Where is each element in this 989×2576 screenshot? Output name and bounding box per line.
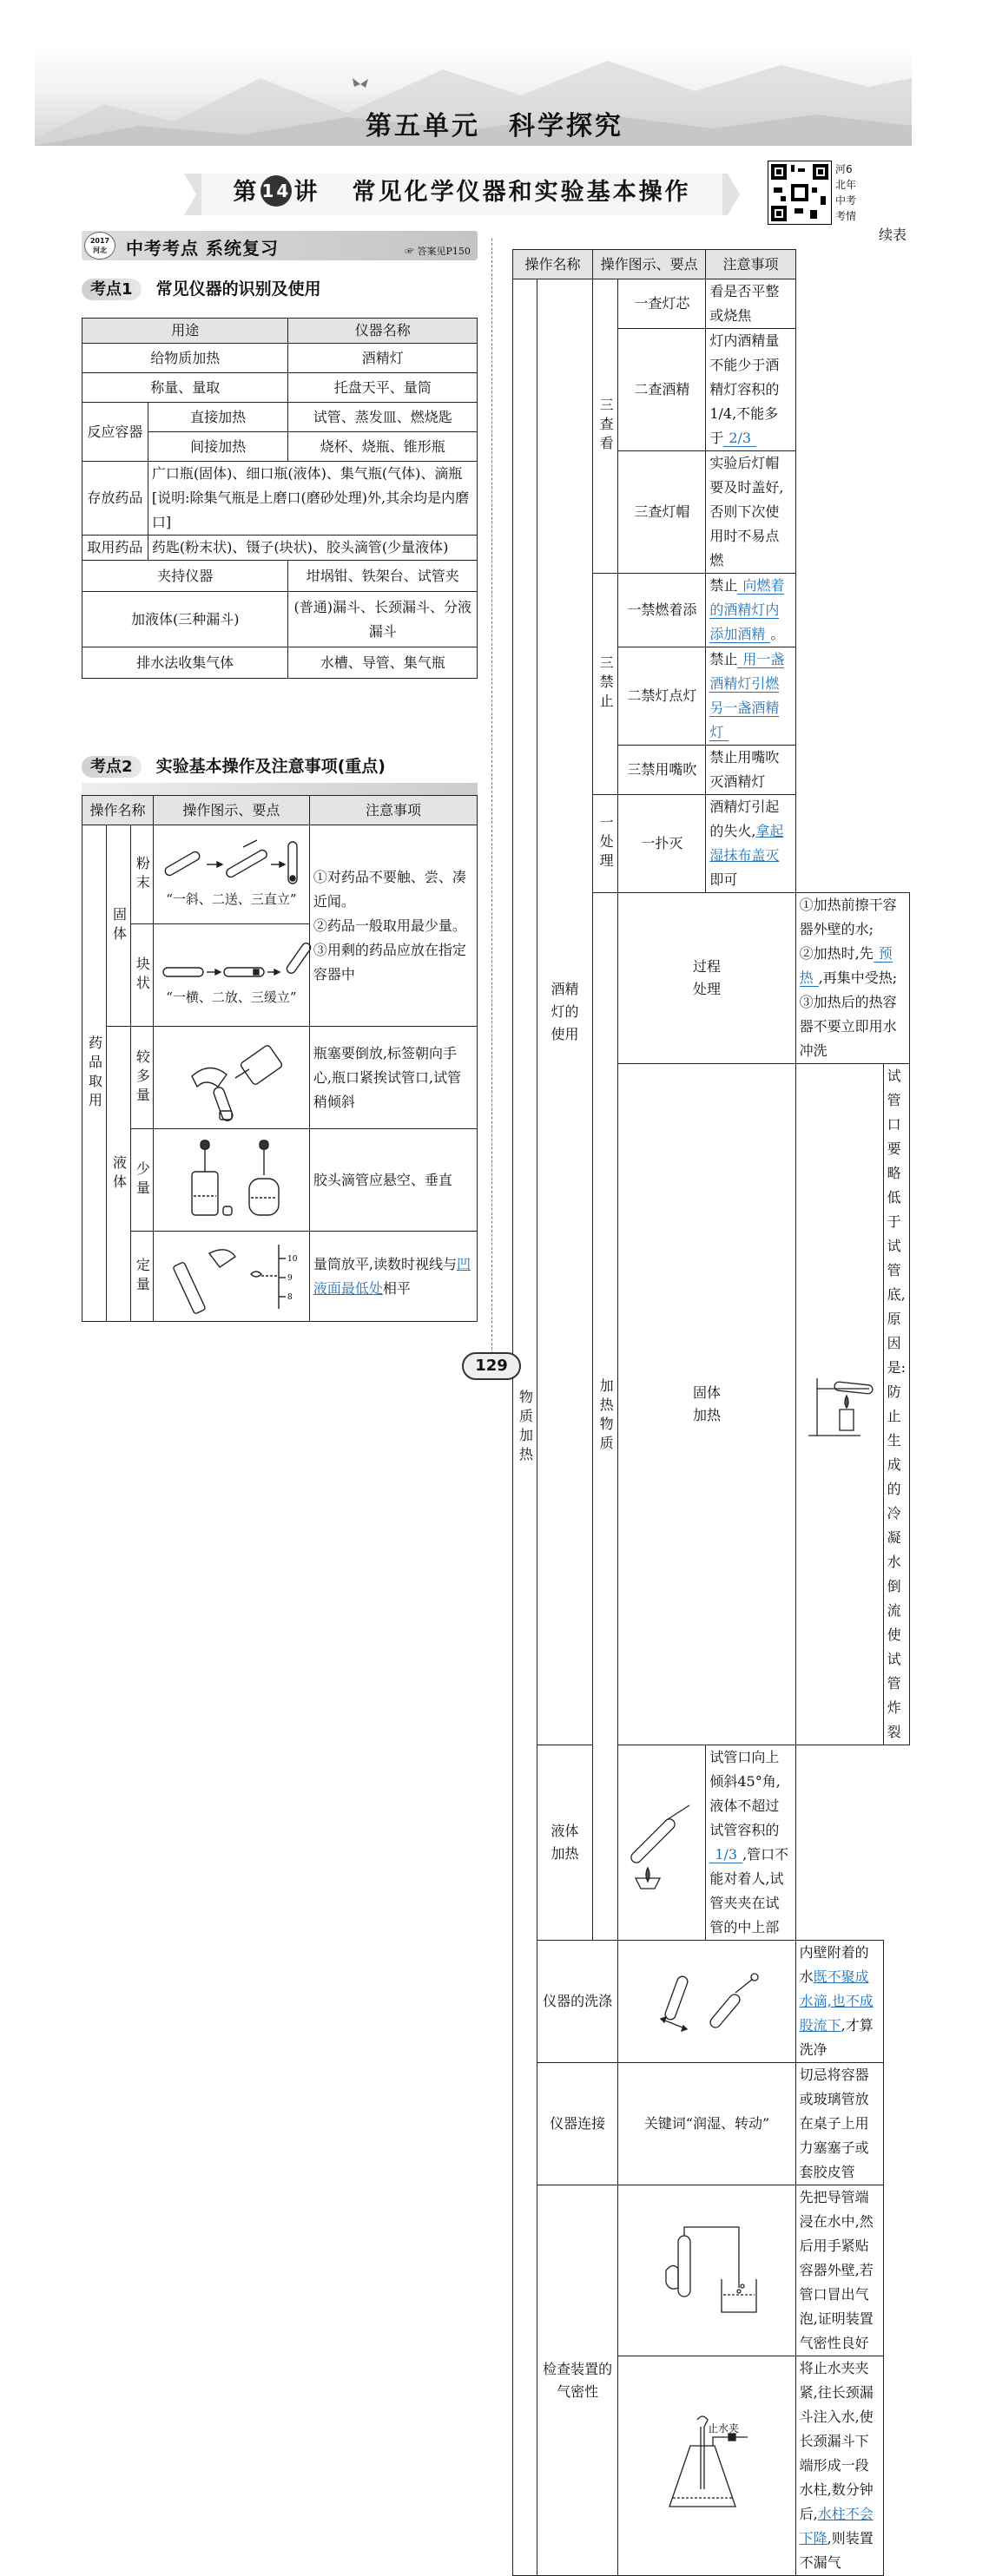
kp2-heading [82, 753, 386, 777]
table-row: 取用药品 药匙(粉末状)、镊子(块状)、胶头滴管(少量液体) [82, 536, 478, 561]
table-row: 三禁用嘴吹 禁止用嘴吹灭酒精灯 [513, 746, 910, 795]
powder-transfer-illustration [160, 838, 302, 887]
dropper-illustration [166, 1137, 296, 1224]
basic-operation-table [82, 795, 478, 1322]
page-number: 129 [462, 1352, 521, 1380]
heat-substance-cell: 加热物质 [592, 893, 617, 1941]
header-cell: 用途 [82, 319, 288, 344]
dropper-figure [153, 1129, 309, 1232]
group-cell: 药品取用 [82, 825, 107, 1322]
table-row: 物质加热 酒精灯的使用 三查看 一查灯芯 看是否平整或烧焦 [513, 279, 910, 329]
column-divider [491, 239, 492, 1367]
kp2-divider [82, 783, 478, 795]
heating-group-cell: 物质加热 [513, 279, 537, 2576]
review-title: 中考考点 系统复习 [126, 238, 279, 259]
airtight-check-hand-illustration [652, 2218, 762, 2323]
table-row: 加热物质 过程处理 ①加热前擦干容器外壁的水; ②加热时,先 预热 ,再集中受热; ③加热后的热容器不要立即用水冲洗 [513, 893, 910, 1064]
solid-heat-figure [795, 1064, 883, 1745]
continued-operation-table [512, 249, 910, 2576]
clamp-label: 止水夹 [707, 2422, 739, 2435]
table-row: 一处理 一扑灭 酒精灯引起的失火,拿起湿抹布盖灭即可 [513, 795, 910, 893]
process-notes-cell: ①加热前擦干容器外壁的水; ②加热时,先 预热 ,再集中受热; ③加热后的热容器不要立即用水冲洗 [795, 893, 909, 1064]
airtight-figure-2 [618, 2356, 795, 2576]
table-row: 仪器的洗涤 内壁附着的水既不聚成水滴,也不成股流下,才算洗净 [513, 1941, 910, 2063]
kp1-label: 考点1 [82, 279, 142, 300]
block-caption: “一横、二放、三缓立” [166, 989, 297, 1005]
answer-fill: 凹液面最低处 [313, 1255, 471, 1297]
answer-fill: 拿起湿抹布盖灭 [709, 823, 784, 864]
instrument-table [82, 318, 478, 679]
continued-label: 续表 [879, 227, 907, 243]
table-row: 少量 胶头滴管应悬空、垂直 [82, 1129, 478, 1232]
powder-figure [153, 825, 309, 924]
reaction-group-cell: 反应容器 [82, 403, 148, 462]
airtight-check-funnel-illustration [652, 2411, 762, 2520]
lamp-group-cell: 酒精灯的使用 [537, 279, 593, 1745]
answer-fill: 水柱不会下降 [799, 2506, 874, 2546]
table-row: 液体加热 试管口向上倾斜45°角,液体不超过试管容积的1/3 ,管口不能对着人,试管夹夹在试管的中上部 [513, 1745, 910, 1941]
block-transfer-illustration [160, 942, 302, 985]
table-row: 加液体(三种漏斗) (普通)漏斗、长颈漏斗、分液漏斗 [82, 592, 478, 647]
powder-caption: “一斜、二送、三直立” [166, 890, 297, 907]
lecture-name: 常见化学仪器和实验基本操作 [352, 179, 691, 206]
region-badge: 2017 河北 [84, 232, 115, 260]
table-row: 三禁止 一禁燃着添 禁止 向燃着的酒精灯内添加酒精 。 [513, 574, 910, 647]
answer-fill: 向燃着的酒精灯内添加酒精 [709, 577, 785, 642]
table-row: 定量 10 9 8 量筒放平,读数时视线与凹液面最低处相平 [82, 1232, 478, 1322]
table-row: 排水法收集气体 水槽、导管、集气瓶 [82, 647, 478, 679]
fixed-note-cell: 量筒放平,读数时视线与凹液面最低处相平 [309, 1232, 477, 1322]
liquid-heat-figure [618, 1745, 706, 1941]
table-row: 检查装置的气密性 先把导管端浸在水中,然后用手紧贴容器外壁,若管口冒出气泡,证明装置气密性良好 [513, 2185, 910, 2356]
table-row: 夹持仪器 坩埚钳、铁架台、试管夹 [82, 561, 478, 592]
table-row: 反应容器 直接加热 试管、蒸发皿、燃烧匙 [82, 403, 478, 432]
scale-label: 9 [287, 1273, 293, 1283]
table-row: 二禁灯点灯 禁止 用一盏酒精灯引燃另一盏酒精灯 [513, 647, 910, 746]
lecture-prefix: 第 [233, 179, 260, 206]
answer-fill: 1/3 [709, 1846, 742, 1863]
kp2-label: 考点2 [82, 756, 142, 778]
butterfly-icon [351, 76, 370, 95]
washing-tube-illustration [652, 1967, 762, 2036]
table-row: 二查酒精 灯内酒精量不能少于酒精灯容积的1/4,不能多于 2/3 [513, 329, 910, 451]
pour-figure [153, 1027, 309, 1129]
scale-label: 8 [287, 1292, 293, 1302]
solid-notes-cell: ①对药品不要触、尝、凑近闻。 ②药品一般取用最少量。 ③用剩的药品应放在指定容器中 [309, 825, 477, 1027]
wash-figure [618, 1941, 795, 2063]
table-row: 药品取用 固体 粉末 “一斜、二送、三直立” ①对药品不要触、尝、凑近闻。 ②药品一般取用最少量。 ③用剩的药品应放在指定容器中 [82, 825, 478, 924]
table-row: 存放药品 广口瓶(固体)、细口瓶(液体)、集气瓶(气体)、滴瓶[说明:除集气瓶是上磨口(磨砂处理)外,其余均是内磨口] [82, 462, 478, 536]
table-row: 仪器连接 关键词“润湿、转动” 切忌将容器或玻璃管放在桌子上用力塞塞子或套胶皮管 [513, 2063, 910, 2185]
airtight-figure-1 [618, 2185, 795, 2356]
header-cell: 仪器名称 [288, 319, 478, 344]
solid-heating-illustration [800, 1370, 880, 1439]
answer-fill: 预热 [799, 945, 893, 986]
table-row: 称量、量取 托盘天平、量筒 [82, 373, 478, 403]
answer-reference: ☞ 答案见P150 [405, 246, 471, 257]
scale-label: 10 [287, 1254, 298, 1264]
table-row: 止水夹 将止水夹夹紧,往长颈漏斗注入水,使长颈漏斗下端形成一段水柱,数分钟后,水柱不会下降,则装置不漏气 [513, 2356, 910, 2576]
kp1-heading [82, 276, 321, 299]
answer-fill: 2/3 [723, 430, 756, 447]
lecture-suffix: 讲 [293, 179, 320, 206]
lecture-number: 14 [260, 175, 292, 207]
qr-caption: 河6 北年 中考 考情 [835, 163, 857, 222]
table-header-row: 操作名称 操作图示、要点 注意事项 [82, 796, 478, 825]
lecture-title [184, 174, 740, 212]
unit-title: 第五单元 科学探究 [366, 111, 623, 141]
table-row: 给物质加热 酒精灯 [82, 344, 478, 373]
answer-fill: 既不聚成水滴,也不成股流下 [799, 1968, 874, 2034]
table-row: 液体 较多量 瓶塞要倒放,标签朝向手心,瓶口紧挨试管口,试管稍倾斜 [82, 1027, 478, 1129]
measuring-cylinder-illustration [157, 1236, 305, 1318]
answer-fill: 用一盏酒精灯引燃另一盏酒精灯 [709, 651, 785, 740]
table-header-row [82, 319, 478, 344]
table-row: 块状 “一横、二放、三缓立” [82, 924, 478, 1027]
table-row: 三查灯帽 实验后灯帽要及时盖好,否则下次使用时不易点燃 [513, 451, 910, 574]
kp2-title: 实验基本操作及注意事项(重点) [155, 757, 386, 776]
block-figure [153, 924, 309, 1027]
table-row: 间接加热 烧杯、烧瓶、锥形瓶 [82, 432, 478, 462]
qr-code-icon[interactable] [768, 161, 832, 225]
table-row: 固体加热 试管口要略低于试管底,原因是:防止生成的冷凝水倒流使试管炸裂 [513, 1064, 910, 1745]
pouring-liquid-illustration [166, 1035, 296, 1121]
liquid-heating-illustration [622, 1795, 702, 1890]
kp1-title: 常见仪器的识别及使用 [155, 279, 321, 299]
table-header-row: 操作名称 操作图示、要点 注意事项 [513, 250, 910, 279]
cylinder-figure [153, 1232, 309, 1322]
